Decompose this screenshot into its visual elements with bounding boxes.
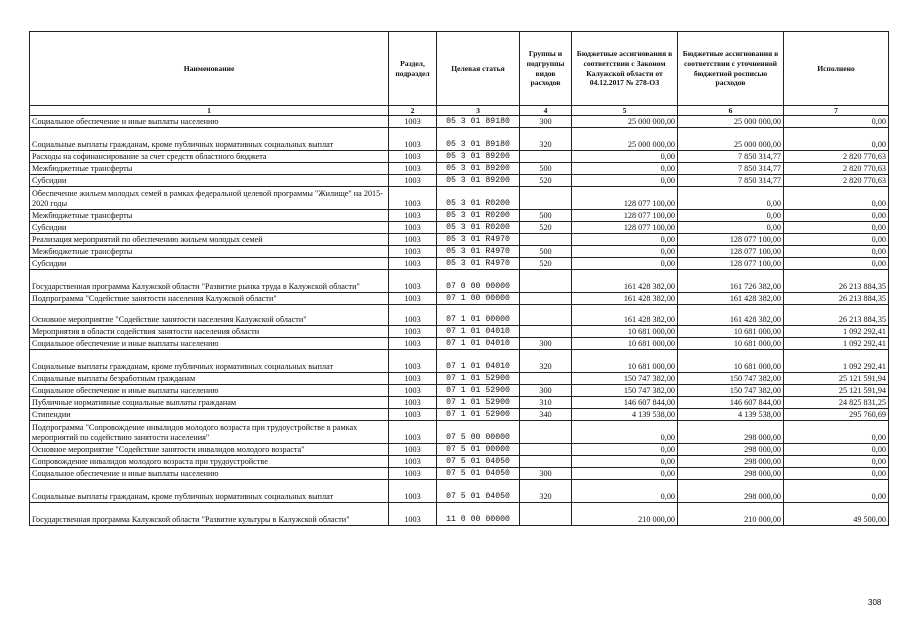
row-refined-amount: 25 000 000,00 bbox=[678, 128, 784, 151]
table-row bbox=[30, 326, 889, 338]
row-law-amount: 128 077 100,00 bbox=[572, 222, 678, 234]
row-refined-amount: 298 000,00 bbox=[678, 421, 784, 444]
row-refined-amount: 298 000,00 bbox=[678, 468, 784, 480]
row-group bbox=[520, 305, 572, 326]
row-executed-amount: 0,00 bbox=[784, 421, 889, 444]
col-number: 7 bbox=[784, 106, 889, 116]
row-name: Социальные выплаты гражданам, кроме публичных нормативных социальных выплат bbox=[30, 480, 389, 503]
row-law-amount: 0,00 bbox=[572, 444, 678, 456]
row-section: 1003 bbox=[389, 397, 437, 409]
row-group: 300 bbox=[520, 338, 572, 350]
row-target: 07 1 01 52900 bbox=[437, 409, 520, 421]
row-name: Межбюджетные трансферты bbox=[30, 246, 389, 258]
row-executed-amount: 1 092 292,41 bbox=[784, 350, 889, 373]
row-section: 1003 bbox=[389, 456, 437, 468]
row-refined-amount: 150 747 382,00 bbox=[678, 373, 784, 385]
row-law-amount: 0,00 bbox=[572, 468, 678, 480]
table-row bbox=[30, 444, 889, 456]
table-row bbox=[30, 116, 889, 128]
row-target: 07 1 01 00000 bbox=[437, 305, 520, 326]
row-name: Субсидии bbox=[30, 175, 389, 187]
row-name: Мероприятия в области содействия занятости населения области bbox=[30, 326, 389, 338]
table-row bbox=[30, 421, 889, 444]
col-number: 6 bbox=[678, 106, 784, 116]
row-law-amount: 10 681 000,00 bbox=[572, 350, 678, 373]
table-row bbox=[30, 305, 889, 326]
row-target: 07 1 01 04010 bbox=[437, 326, 520, 338]
table-row bbox=[30, 293, 889, 305]
table-row bbox=[30, 373, 889, 385]
row-section: 1003 bbox=[389, 234, 437, 246]
row-law-amount: 0,00 bbox=[572, 258, 678, 270]
row-name: Межбюджетные трансферты bbox=[30, 210, 389, 222]
row-target: 07 1 01 04010 bbox=[437, 338, 520, 350]
row-executed-amount: 295 760,69 bbox=[784, 409, 889, 421]
row-law-amount: 0,00 bbox=[572, 421, 678, 444]
row-section: 1003 bbox=[389, 210, 437, 222]
row-section: 1003 bbox=[389, 385, 437, 397]
row-executed-amount: 2 820 770,63 bbox=[784, 163, 889, 175]
row-group bbox=[520, 234, 572, 246]
row-law-amount: 0,00 bbox=[572, 234, 678, 246]
row-executed-amount: 24 825 831,25 bbox=[784, 397, 889, 409]
row-group: 300 bbox=[520, 385, 572, 397]
row-section: 1003 bbox=[389, 222, 437, 234]
col-number: 3 bbox=[437, 106, 520, 116]
row-refined-amount: 7 850 314,77 bbox=[678, 151, 784, 163]
row-name: Государственная программа Калужской области "Развитие рынка труда в Калужской области" bbox=[30, 270, 389, 293]
header-executed: Исполнено bbox=[784, 32, 889, 106]
row-refined-amount: 128 077 100,00 bbox=[678, 258, 784, 270]
header-row bbox=[30, 32, 889, 106]
table-row bbox=[30, 234, 889, 246]
row-name: Субсидии bbox=[30, 222, 389, 234]
row-law-amount: 161 428 382,00 bbox=[572, 293, 678, 305]
table-row bbox=[30, 338, 889, 350]
row-name: Социальные выплаты гражданам, кроме публичных нормативных социальных выплат bbox=[30, 350, 389, 373]
row-target: 07 5 00 00000 bbox=[437, 421, 520, 444]
row-group bbox=[520, 270, 572, 293]
row-law-amount: 150 747 382,00 bbox=[572, 373, 678, 385]
table-body bbox=[30, 116, 889, 526]
table-row bbox=[30, 468, 889, 480]
row-executed-amount: 26 213 884,35 bbox=[784, 305, 889, 326]
table-row bbox=[30, 163, 889, 175]
row-section: 1003 bbox=[389, 175, 437, 187]
table-row bbox=[30, 385, 889, 397]
row-section: 1003 bbox=[389, 187, 437, 210]
row-name: Социальное обеспечение и иные выплаты населению bbox=[30, 116, 389, 128]
row-section: 1003 bbox=[389, 350, 437, 373]
row-law-amount: 161 428 382,00 bbox=[572, 305, 678, 326]
table-row bbox=[30, 222, 889, 234]
table-row bbox=[30, 480, 889, 503]
row-refined-amount: 298 000,00 bbox=[678, 480, 784, 503]
row-law-amount: 150 747 382,00 bbox=[572, 385, 678, 397]
row-refined-amount: 210 000,00 bbox=[678, 503, 784, 526]
row-target: 05 3 01 89200 bbox=[437, 163, 520, 175]
row-name: Расходы на софинансирование за счет средств областного бюджета bbox=[30, 151, 389, 163]
col-number: 1 bbox=[30, 106, 389, 116]
row-section: 1003 bbox=[389, 409, 437, 421]
row-target: 05 3 01 89180 bbox=[437, 116, 520, 128]
row-section: 1003 bbox=[389, 480, 437, 503]
row-refined-amount: 128 077 100,00 bbox=[678, 234, 784, 246]
row-law-amount: 161 428 382,00 bbox=[572, 270, 678, 293]
row-refined-amount: 7 850 314,77 bbox=[678, 163, 784, 175]
table-row bbox=[30, 175, 889, 187]
row-refined-amount: 161 428 382,00 bbox=[678, 293, 784, 305]
row-refined-amount: 161 726 382,00 bbox=[678, 270, 784, 293]
row-target: 07 5 01 04050 bbox=[437, 456, 520, 468]
row-executed-amount: 0,00 bbox=[784, 456, 889, 468]
row-section: 1003 bbox=[389, 116, 437, 128]
row-target: 07 1 00 00000 bbox=[437, 293, 520, 305]
row-refined-amount: 10 681 000,00 bbox=[678, 350, 784, 373]
row-law-amount: 4 139 538,00 bbox=[572, 409, 678, 421]
row-group bbox=[520, 326, 572, 338]
row-refined-amount: 0,00 bbox=[678, 222, 784, 234]
row-group: 500 bbox=[520, 163, 572, 175]
row-executed-amount: 0,00 bbox=[784, 258, 889, 270]
row-name: Подпрограмма "Сопровождение инвалидов молодого возраста при трудоустройстве в рамках мероприятий по содействию занятости населения" bbox=[30, 421, 389, 444]
row-law-amount: 128 077 100,00 bbox=[572, 187, 678, 210]
table-row bbox=[30, 246, 889, 258]
row-target: 07 1 01 52900 bbox=[437, 385, 520, 397]
row-executed-amount: 1 092 292,41 bbox=[784, 338, 889, 350]
row-group: 320 bbox=[520, 128, 572, 151]
row-section: 1003 bbox=[389, 338, 437, 350]
row-executed-amount: 0,00 bbox=[784, 468, 889, 480]
header-section: Раздел, подраздел bbox=[389, 32, 437, 106]
row-executed-amount: 0,00 bbox=[784, 480, 889, 503]
row-group: 520 bbox=[520, 175, 572, 187]
row-law-amount: 0,00 bbox=[572, 175, 678, 187]
row-section: 1003 bbox=[389, 163, 437, 175]
table-row bbox=[30, 187, 889, 210]
row-group: 320 bbox=[520, 480, 572, 503]
table-row bbox=[30, 210, 889, 222]
row-executed-amount: 25 121 591,94 bbox=[784, 385, 889, 397]
row-executed-amount: 26 213 884,35 bbox=[784, 293, 889, 305]
row-law-amount: 25 000 000,00 bbox=[572, 128, 678, 151]
row-section: 1003 bbox=[389, 128, 437, 151]
row-group: 500 bbox=[520, 246, 572, 258]
row-name: Основное мероприятие "Содействие занятости населения Калужской области" bbox=[30, 305, 389, 326]
row-law-amount: 0,00 bbox=[572, 480, 678, 503]
column-number-row bbox=[30, 106, 889, 116]
row-group: 320 bbox=[520, 350, 572, 373]
row-name: Сопровождение инвалидов молодого возраста при трудоустройстве bbox=[30, 456, 389, 468]
row-section: 1003 bbox=[389, 258, 437, 270]
row-group bbox=[520, 456, 572, 468]
row-executed-amount: 0,00 bbox=[784, 246, 889, 258]
row-target: 05 3 01 89200 bbox=[437, 151, 520, 163]
row-name: Социальное обеспечение и иные выплаты населению bbox=[30, 338, 389, 350]
row-target: 07 1 01 52900 bbox=[437, 373, 520, 385]
row-name: Социальные выплаты безработным гражданам bbox=[30, 373, 389, 385]
row-section: 1003 bbox=[389, 444, 437, 456]
row-name: Социальное обеспечение и иные выплаты населению bbox=[30, 385, 389, 397]
row-refined-amount: 10 681 000,00 bbox=[678, 338, 784, 350]
header-refined: Бюджетные ассигнования в соответствии с уточненной бюджетной росписью расходов bbox=[678, 32, 784, 106]
row-law-amount: 146 607 844,00 bbox=[572, 397, 678, 409]
row-group: 300 bbox=[520, 468, 572, 480]
row-executed-amount: 1 092 292,41 bbox=[784, 326, 889, 338]
row-section: 1003 bbox=[389, 305, 437, 326]
row-executed-amount: 0,00 bbox=[784, 210, 889, 222]
row-section: 1003 bbox=[389, 151, 437, 163]
col-number: 4 bbox=[520, 106, 572, 116]
row-target: 05 3 01 R0200 bbox=[437, 187, 520, 210]
table-row bbox=[30, 456, 889, 468]
row-executed-amount: 25 121 591,94 bbox=[784, 373, 889, 385]
row-section: 1003 bbox=[389, 270, 437, 293]
table-row bbox=[30, 350, 889, 373]
row-refined-amount: 128 077 100,00 bbox=[678, 246, 784, 258]
row-executed-amount: 49 500,00 bbox=[784, 503, 889, 526]
table-row bbox=[30, 409, 889, 421]
row-refined-amount: 161 428 382,00 bbox=[678, 305, 784, 326]
row-target: 05 3 01 R4970 bbox=[437, 234, 520, 246]
row-section: 1003 bbox=[389, 293, 437, 305]
row-executed-amount: 0,00 bbox=[784, 234, 889, 246]
row-executed-amount: 26 213 884,35 bbox=[784, 270, 889, 293]
row-law-amount: 0,00 bbox=[572, 163, 678, 175]
row-group bbox=[520, 503, 572, 526]
row-executed-amount: 2 820 770,63 bbox=[784, 151, 889, 163]
row-law-amount: 0,00 bbox=[572, 456, 678, 468]
row-target: 07 1 01 52900 bbox=[437, 397, 520, 409]
row-refined-amount: 150 747 382,00 bbox=[678, 385, 784, 397]
row-target: 05 3 01 R0200 bbox=[437, 222, 520, 234]
row-target: 11 0 00 00000 bbox=[437, 503, 520, 526]
row-refined-amount: 0,00 bbox=[678, 187, 784, 210]
row-group: 310 bbox=[520, 397, 572, 409]
row-group bbox=[520, 151, 572, 163]
row-refined-amount: 7 850 314,77 bbox=[678, 175, 784, 187]
row-name: Субсидии bbox=[30, 258, 389, 270]
row-refined-amount: 298 000,00 bbox=[678, 444, 784, 456]
table-row bbox=[30, 258, 889, 270]
header-name: Наименование bbox=[30, 32, 389, 106]
row-name: Государственная программа Калужской области "Развитие культуры в Калужской области" bbox=[30, 503, 389, 526]
header-law: Бюджетные ассигнования в соответствии с Законом Калужской области от 04.12.2017 № 278-ОЗ bbox=[572, 32, 678, 106]
row-target: 05 3 01 89180 bbox=[437, 128, 520, 151]
row-refined-amount: 298 000,00 bbox=[678, 456, 784, 468]
row-group bbox=[520, 444, 572, 456]
row-group: 520 bbox=[520, 222, 572, 234]
row-name: Межбюджетные трансферты bbox=[30, 163, 389, 175]
row-group bbox=[520, 187, 572, 210]
row-group bbox=[520, 421, 572, 444]
row-law-amount: 210 000,00 bbox=[572, 503, 678, 526]
row-section: 1003 bbox=[389, 468, 437, 480]
row-law-amount: 0,00 bbox=[572, 151, 678, 163]
row-law-amount: 10 681 000,00 bbox=[572, 338, 678, 350]
row-target: 05 3 01 R0200 bbox=[437, 210, 520, 222]
row-section: 1003 bbox=[389, 373, 437, 385]
row-refined-amount: 0,00 bbox=[678, 210, 784, 222]
row-group: 500 bbox=[520, 210, 572, 222]
row-name: Социальное обеспечение и иные выплаты населению bbox=[30, 468, 389, 480]
row-name: Подпрограмма "Содействие занятости населения Калужской области" bbox=[30, 293, 389, 305]
row-executed-amount: 0,00 bbox=[784, 187, 889, 210]
row-executed-amount: 0,00 bbox=[784, 128, 889, 151]
row-refined-amount: 146 607 844,00 bbox=[678, 397, 784, 409]
row-target: 05 3 01 R4970 bbox=[437, 246, 520, 258]
row-target: 07 5 01 04050 bbox=[437, 468, 520, 480]
row-executed-amount: 0,00 bbox=[784, 444, 889, 456]
row-executed-amount: 2 820 770,63 bbox=[784, 175, 889, 187]
header-group: Группы и подгруппы видов расходов bbox=[520, 32, 572, 106]
table-row bbox=[30, 397, 889, 409]
row-law-amount: 128 077 100,00 bbox=[572, 210, 678, 222]
col-number: 5 bbox=[572, 106, 678, 116]
row-target: 07 5 01 00000 bbox=[437, 444, 520, 456]
table-row bbox=[30, 128, 889, 151]
row-target: 07 1 01 04010 bbox=[437, 350, 520, 373]
page-number: 308 bbox=[868, 598, 882, 607]
row-name: Обеспечение жильем молодых семей в рамках федеральной целевой программы "Жилище" на 2015-2020 годы bbox=[30, 187, 389, 210]
row-executed-amount: 0,00 bbox=[784, 222, 889, 234]
row-law-amount: 0,00 bbox=[572, 246, 678, 258]
row-name: Основное мероприятие "Содействие занятости инвалидов молодого возраста" bbox=[30, 444, 389, 456]
table-row bbox=[30, 270, 889, 293]
row-section: 1003 bbox=[389, 246, 437, 258]
row-refined-amount: 4 139 538,00 bbox=[678, 409, 784, 421]
row-group: 340 bbox=[520, 409, 572, 421]
row-refined-amount: 10 681 000,00 bbox=[678, 326, 784, 338]
row-name: Публичные нормативные социальные выплаты гражданам bbox=[30, 397, 389, 409]
row-law-amount: 10 681 000,00 bbox=[572, 326, 678, 338]
row-section: 1003 bbox=[389, 503, 437, 526]
row-executed-amount: 0,00 bbox=[784, 116, 889, 128]
row-group bbox=[520, 373, 572, 385]
row-law-amount: 25 000 000,00 bbox=[572, 116, 678, 128]
row-group: 520 bbox=[520, 258, 572, 270]
budget-table bbox=[29, 31, 889, 526]
row-group bbox=[520, 293, 572, 305]
row-name: Реализация мероприятий по обеспечению жильем молодых семей bbox=[30, 234, 389, 246]
row-section: 1003 bbox=[389, 421, 437, 444]
row-target: 07 5 01 04050 bbox=[437, 480, 520, 503]
col-number: 2 bbox=[389, 106, 437, 116]
row-group: 300 bbox=[520, 116, 572, 128]
row-target: 07 0 00 00000 bbox=[437, 270, 520, 293]
row-name: Социальные выплаты гражданам, кроме публичных нормативных социальных выплат bbox=[30, 128, 389, 151]
table-row bbox=[30, 151, 889, 163]
header-target: Целевая статья bbox=[437, 32, 520, 106]
table-row bbox=[30, 503, 889, 526]
row-refined-amount: 25 000 000,00 bbox=[678, 116, 784, 128]
row-target: 05 3 01 89200 bbox=[437, 175, 520, 187]
row-section: 1003 bbox=[389, 326, 437, 338]
row-target: 05 3 01 R4970 bbox=[437, 258, 520, 270]
row-name: Стипендии bbox=[30, 409, 389, 421]
